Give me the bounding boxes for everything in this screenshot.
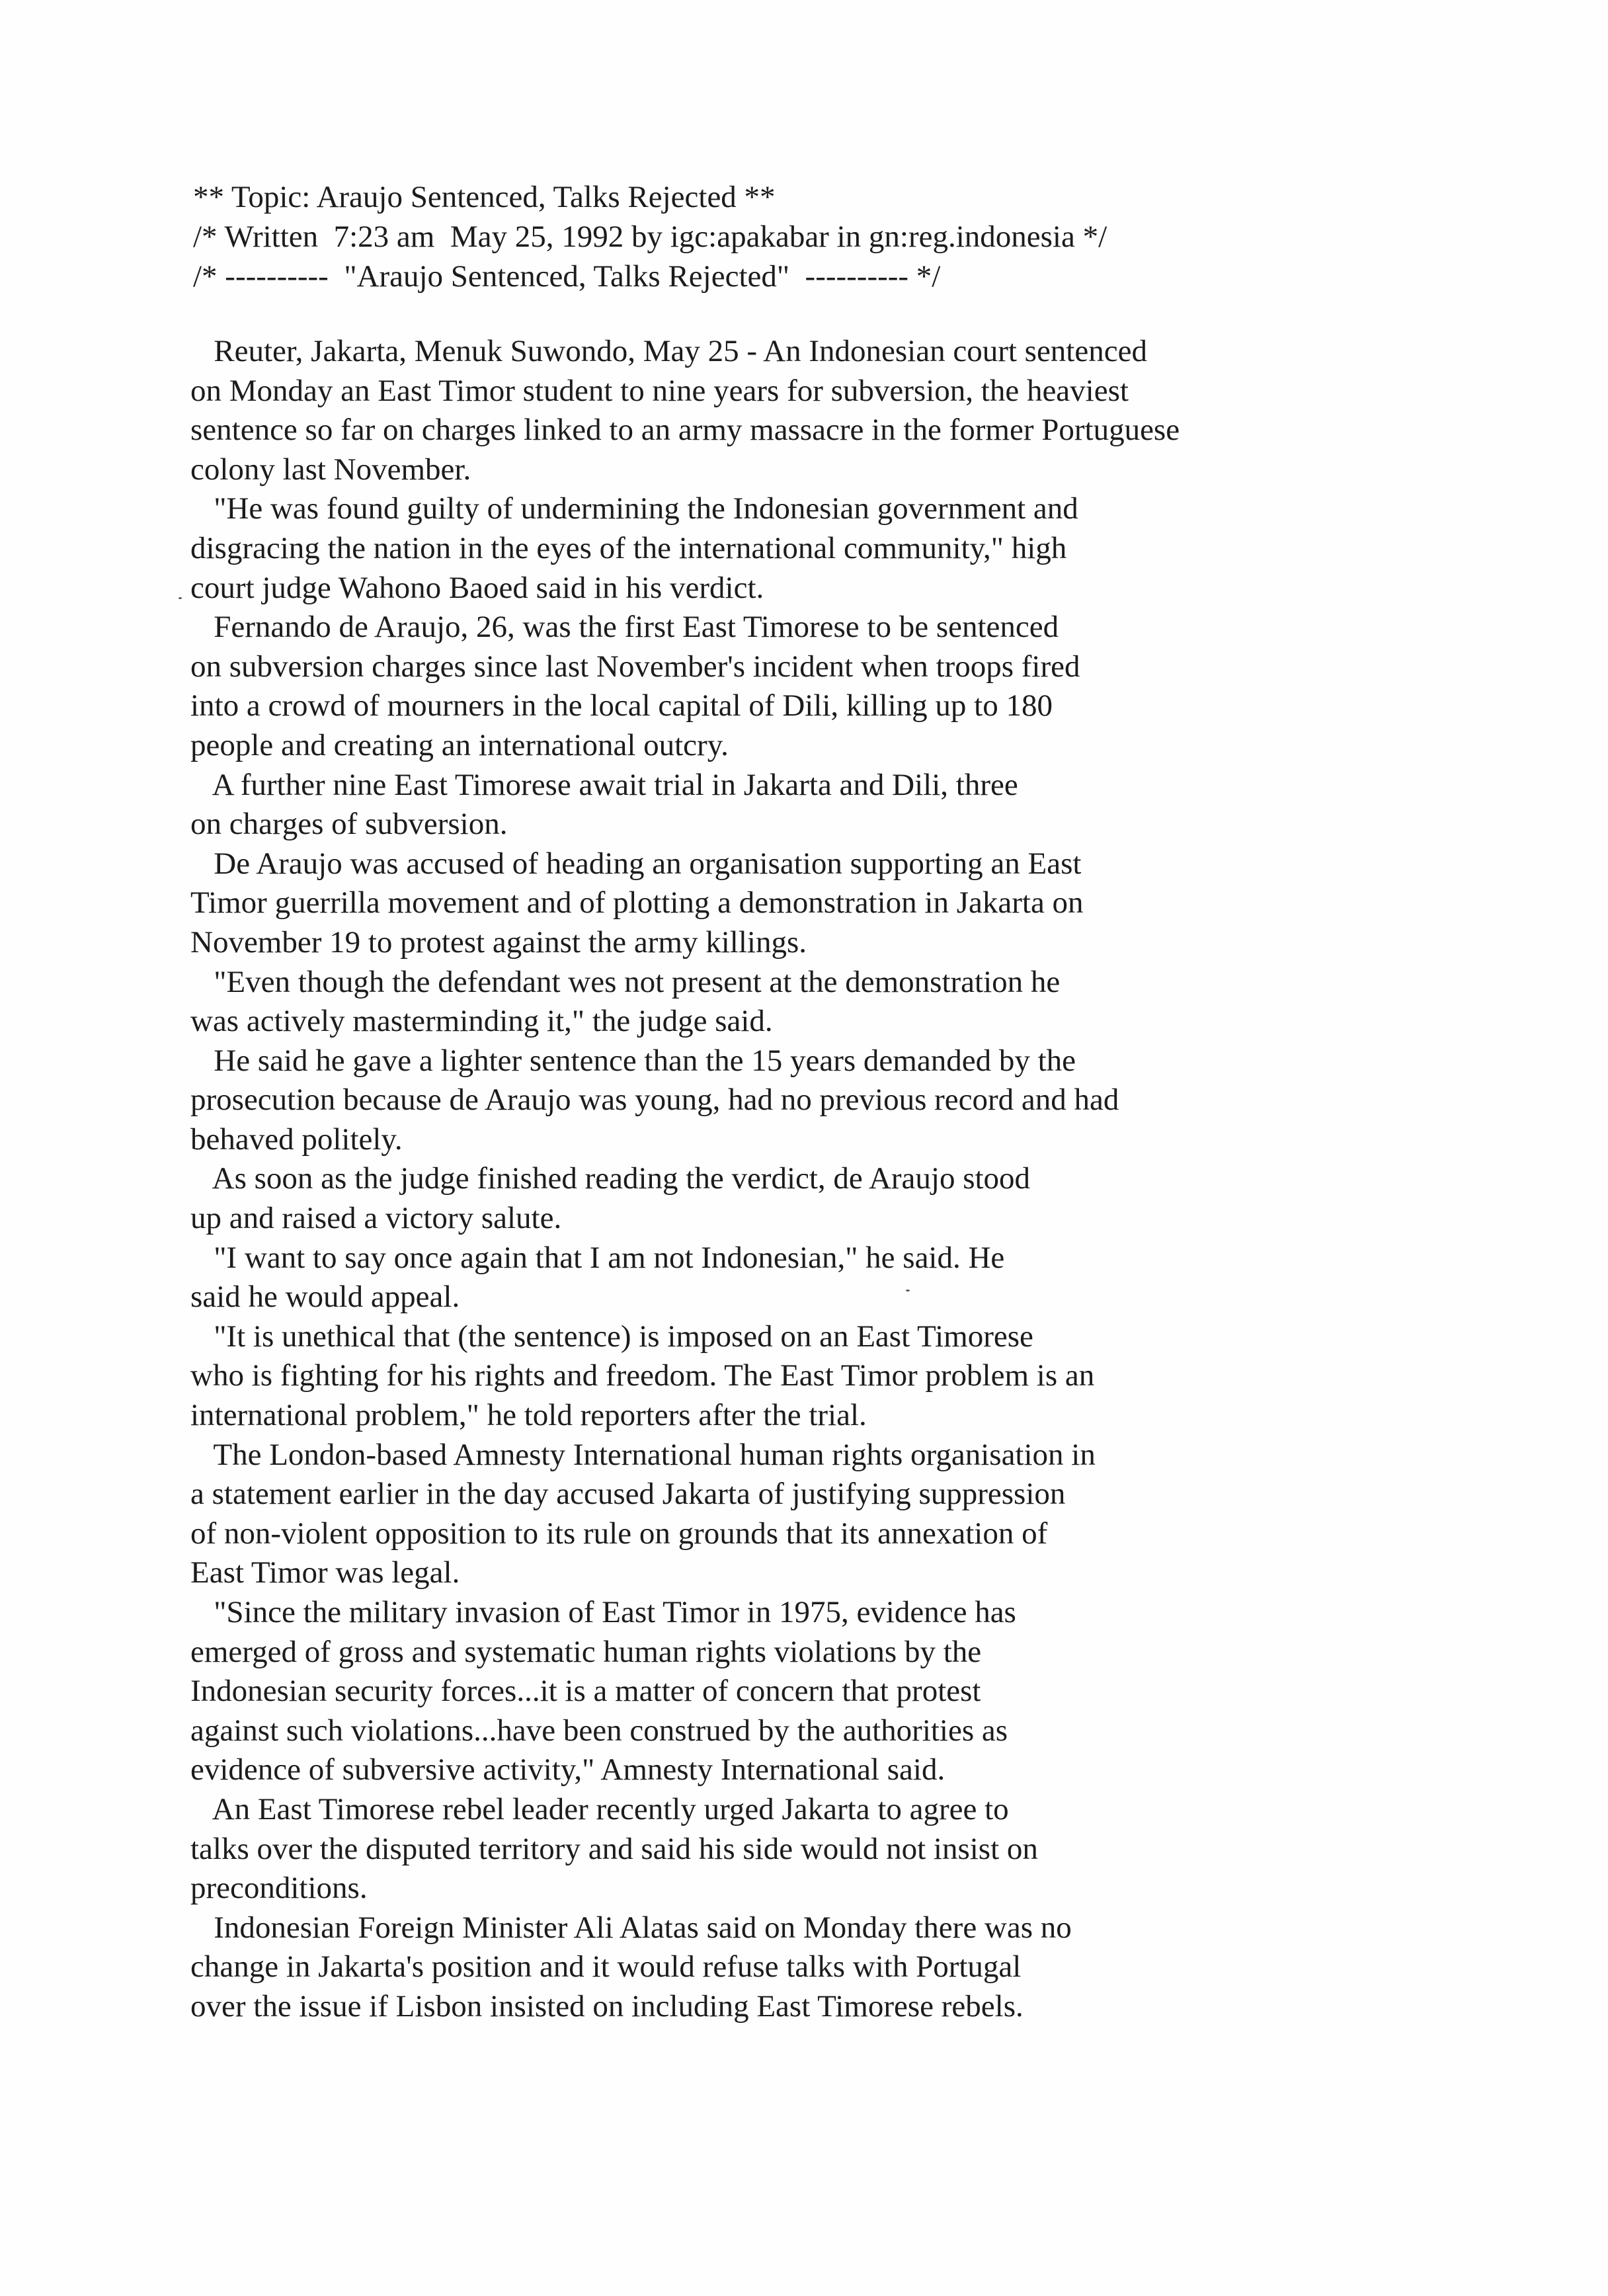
- scan-speck: [179, 597, 182, 599]
- article-line: "Even though the defendant wes not present at the demonstration he: [190, 964, 1061, 999]
- article-line: up and raised a victory salute.: [190, 1201, 562, 1236]
- article-line: behaved politely.: [190, 1122, 403, 1157]
- article-line: "It is unethical that (the sentence) is imposed on an East Timorese: [190, 1319, 1033, 1354]
- title-separator-line: /* ---------- "Araujo Sentenced, Talks Rejected" ---------- */: [193, 259, 941, 294]
- written-line: /* Written 7:23 am May 25, 1992 by igc:apakabar in gn:reg.indonesia */: [193, 220, 1107, 254]
- article-line: people and creating an international outcry.: [190, 727, 729, 762]
- article-line: disgracing the nation in the eyes of the international community," high: [190, 530, 1067, 565]
- article-line: The London-based Amnesty International human rights organisation in: [190, 1437, 1096, 1472]
- article-line: An East Timorese rebel leader recently urged Jakarta to agree to: [190, 1791, 1009, 1826]
- article-line: prosecution because de Araujo was young, had no previous record and had: [190, 1083, 1119, 1118]
- article-line: against such violations...have been construed by the authorities as: [190, 1713, 1008, 1748]
- article-line: of non-violent opposition to its rule on grounds that its annexation of: [190, 1516, 1048, 1551]
- article-line: a statement earlier in the day accused Jakarta of justifying suppression: [190, 1477, 1066, 1512]
- article-line: colony last November.: [190, 452, 471, 487]
- article-line: on Monday an East Timor student to nine years for subversion, the heaviest: [190, 373, 1129, 408]
- article-line: "He was found guilty of undermining the Indonesian government and: [190, 491, 1078, 526]
- article-line: He said he gave a lighter sentence than the 15 years demanded by the: [190, 1043, 1076, 1078]
- article-line: emerged of gross and systematic human rights violations by the: [190, 1634, 982, 1669]
- article-line: sentence so far on charges linked to an army massacre in the former Portuguese: [190, 413, 1180, 448]
- article-line: change in Jakarta's position and it would refuse talks with Portugal: [190, 1949, 1022, 1985]
- topic-line: ** Topic: Araujo Sentenced, Talks Rejected **: [193, 180, 776, 214]
- article-line: As soon as the judge finished reading the verdict, de Araujo stood: [190, 1161, 1031, 1196]
- article-line: said he would appeal.: [190, 1280, 460, 1315]
- article-line: was actively masterminding it," the judge said.: [190, 1004, 773, 1039]
- article-line: "I want to say once again that I am not Indonesian," he said. He: [190, 1240, 1005, 1275]
- article-line: on charges of subversion.: [190, 807, 508, 842]
- article-line: preconditions.: [190, 1871, 368, 1906]
- article-line: De Araujo was accused of heading an organisation supporting an East: [190, 846, 1082, 881]
- article-line: November 19 to protest against the army killings.: [190, 924, 807, 960]
- article-body: [190, 332, 1180, 2027]
- article-line: "Since the military invasion of East Timor in 1975, evidence has: [190, 1595, 1016, 1629]
- article-line: into a crowd of mourners in the local capital of Dili, killing up to 180: [190, 688, 1053, 723]
- article-line: on subversion charges since last November's incident when troops fired: [190, 649, 1080, 684]
- article-line: international problem," he told reporters after the trial.: [190, 1398, 867, 1433]
- article-line: A further nine East Timorese await trial in Jakarta and Dili, three: [190, 767, 1018, 802]
- article-line: Timor guerrilla movement and of plotting a demonstration in Jakarta on: [190, 885, 1084, 921]
- message-header: [193, 177, 1107, 296]
- article-line: Reuter, Jakarta, Menuk Suwondo, May 25 - An Indonesian court sentenced: [190, 334, 1147, 368]
- article-line: Indonesian Foreign Minister Ali Alatas said on Monday there was no: [190, 1910, 1072, 1945]
- scan-speck: [906, 1290, 910, 1292]
- article-line: talks over the disputed territory and said his side would not insist on: [190, 1831, 1038, 1866]
- article-line: over the issue if Lisbon insisted on including East Timorese rebels.: [190, 1988, 1024, 2024]
- article-line: evidence of subversive activity," Amnesty International said.: [190, 1752, 945, 1787]
- article-line: Fernando de Araujo, 26, was the first East Timorese to be sentenced: [190, 610, 1059, 645]
- article-line: court judge Wahono Baoed said in his verdict.: [190, 570, 764, 605]
- article-line: East Timor was legal.: [190, 1555, 460, 1590]
- article-line: Indonesian security forces...it is a matter of concern that protest: [190, 1674, 981, 1709]
- article-line: who is fighting for his rights and freedom. The East Timor problem is an: [190, 1358, 1095, 1393]
